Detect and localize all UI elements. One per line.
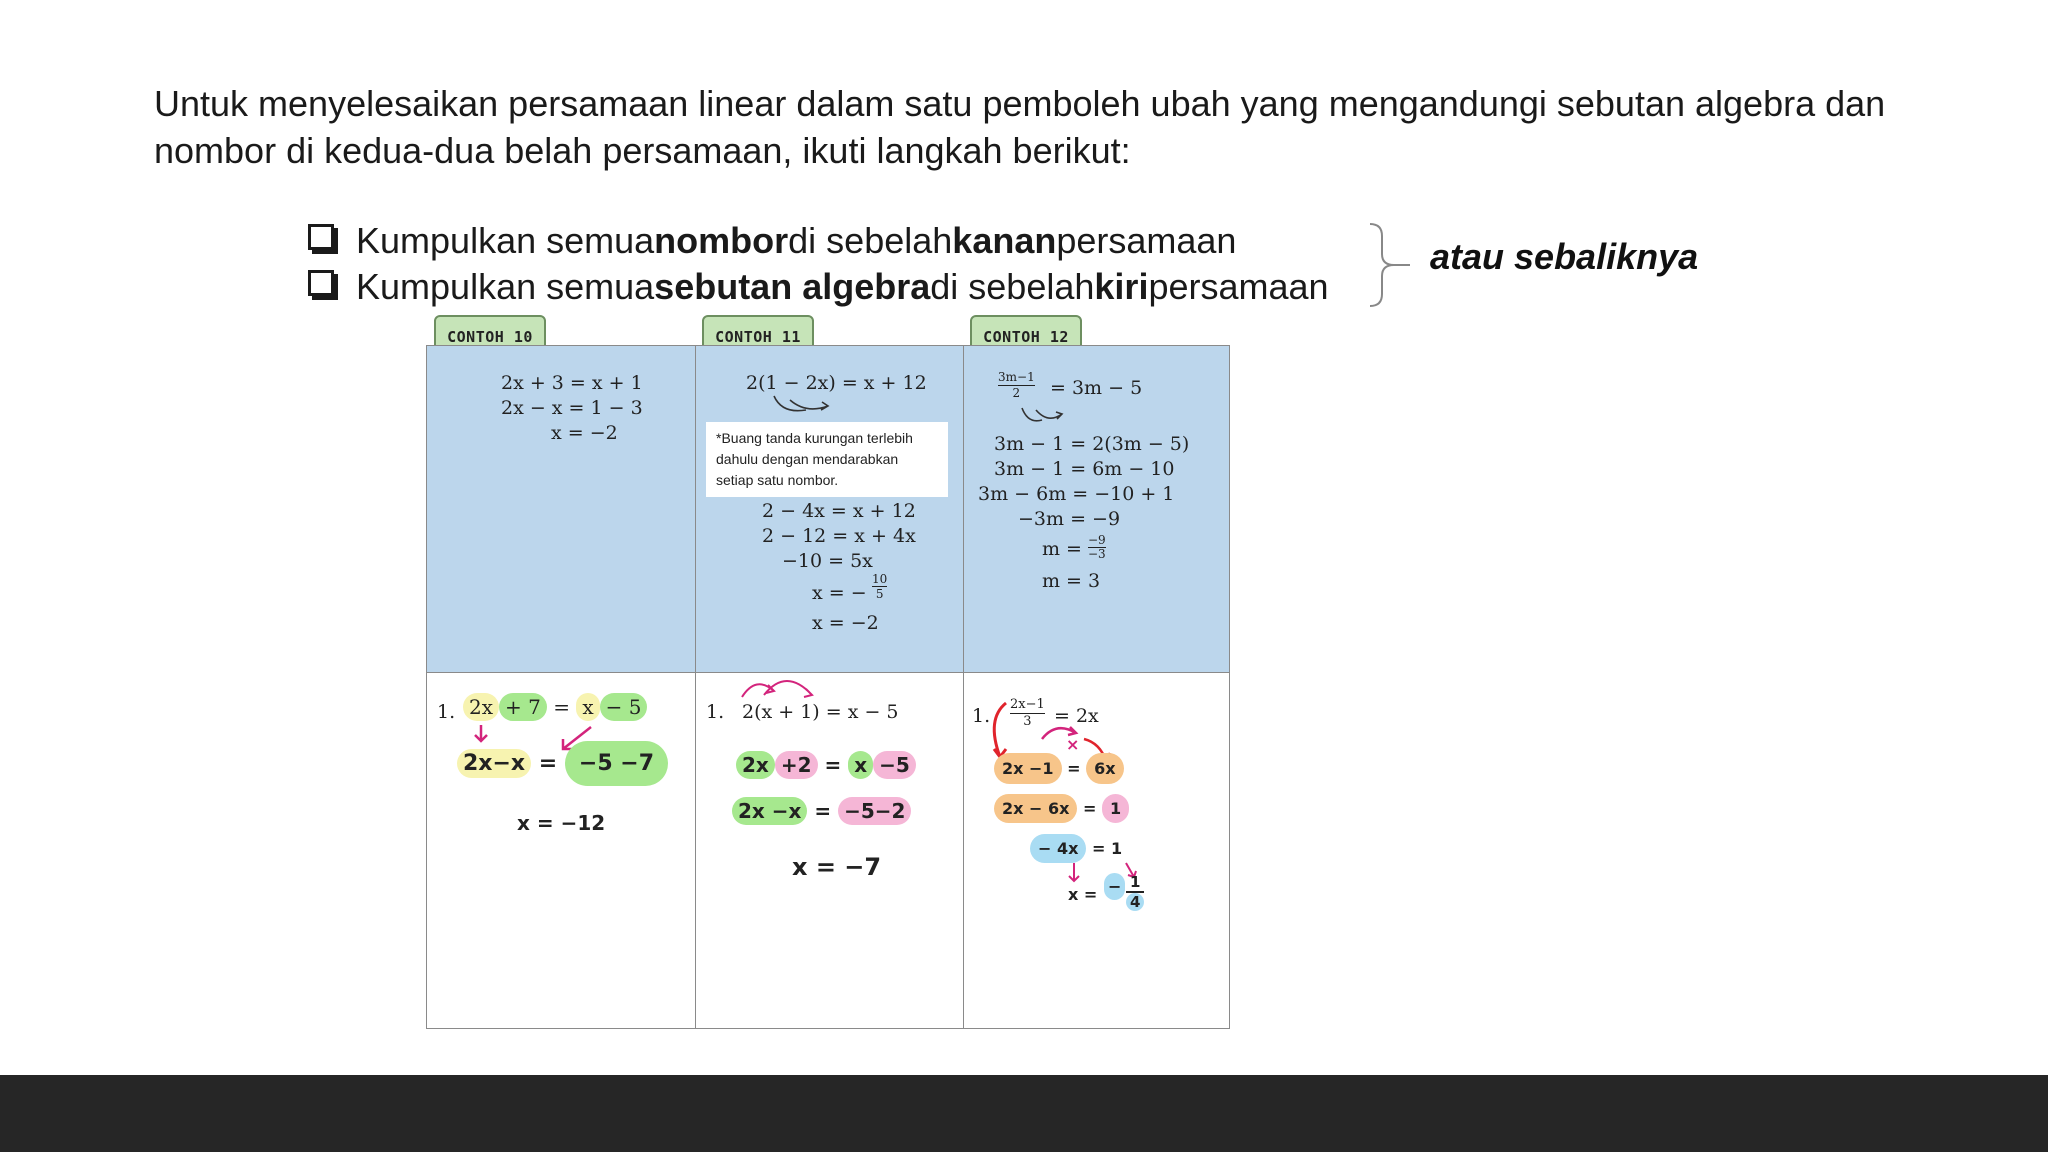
examples-grid — [426, 345, 1230, 1029]
contoh-12-panel: 3m−1 2 = 3m − 5 3m − 1 = 2(3m − 5) 3m − 1 = 6m − 10 3m − 6m = −10 + 1 −3m = −9 m = −9 −3 m = 3 — [963, 346, 1229, 672]
aside-label: atau sebaliknya — [1430, 236, 1699, 277]
tag-contoh-12: CONTOH 12 — [970, 315, 1082, 359]
checkbox-icon — [308, 224, 334, 250]
intro-text: Untuk menyelesaikan persamaan linear dalam satu pemboleh ubah yang mengandungi sebutan algebra dan nombor di kedua-dua belah persamaan, ikuti langkah berikut: — [154, 83, 1886, 171]
step-1: Kumpulkan semua nombor di sebelah kanan persamaan — [308, 218, 1329, 264]
steps-list — [308, 218, 1329, 310]
expand-arrows-icon — [736, 673, 826, 703]
fraction: 1 4 — [1126, 873, 1144, 911]
checkbox-icon — [308, 270, 334, 296]
tag-contoh-11: CONTOH 11 — [702, 315, 814, 359]
exercise-2-panel: 1. 2(x + 1) = x − 5 2x +2 = x −5 2x −x = −5−2 x = −7 — [695, 672, 963, 1028]
bracket-note: *Buang tanda kurungan terlebih dahulu dengan mendarabkan setiap satu nombor. — [706, 422, 948, 497]
footer-bar — [0, 1075, 2048, 1152]
fraction: 3m−1 2 — [998, 370, 1035, 400]
fraction: −9 −3 — [1088, 533, 1106, 561]
expand-arrow-icon — [766, 392, 836, 418]
multiply-arrow-icon — [1018, 404, 1068, 428]
exercise-3-panel: 1. 2x−1 3 = 2x × 2x −1 = 6x 2x − 6x = 1 − 4x = 1 x = − 1 4 — [963, 672, 1229, 1028]
contoh-10-panel: 2x + 3 = x + 1 2x − x = 1 − 3 x = −2 — [427, 346, 695, 672]
exercise-1-panel: 1. 2x + 7 = x − 5 2x−x = −5 −7 x = −12 — [427, 672, 695, 1028]
right-brace-icon — [1368, 222, 1412, 308]
fraction: 2x−1 3 — [1010, 697, 1045, 729]
contoh-11-panel: 2(1 − 2x) = x + 12 *Buang tanda kurungan terlebih dahulu dengan mendarabkan setiap satu nombor. 2 − 4x = x + 12 2 − 12 = x + 4x −10 = 5x x = − 10 5 x = −2 — [695, 346, 963, 672]
fraction: 10 5 — [872, 572, 888, 601]
tag-contoh-10: CONTOH 10 — [434, 315, 546, 359]
step-2: Kumpulkan semua sebutan algebra di sebelah kiri persamaan — [308, 264, 1329, 310]
